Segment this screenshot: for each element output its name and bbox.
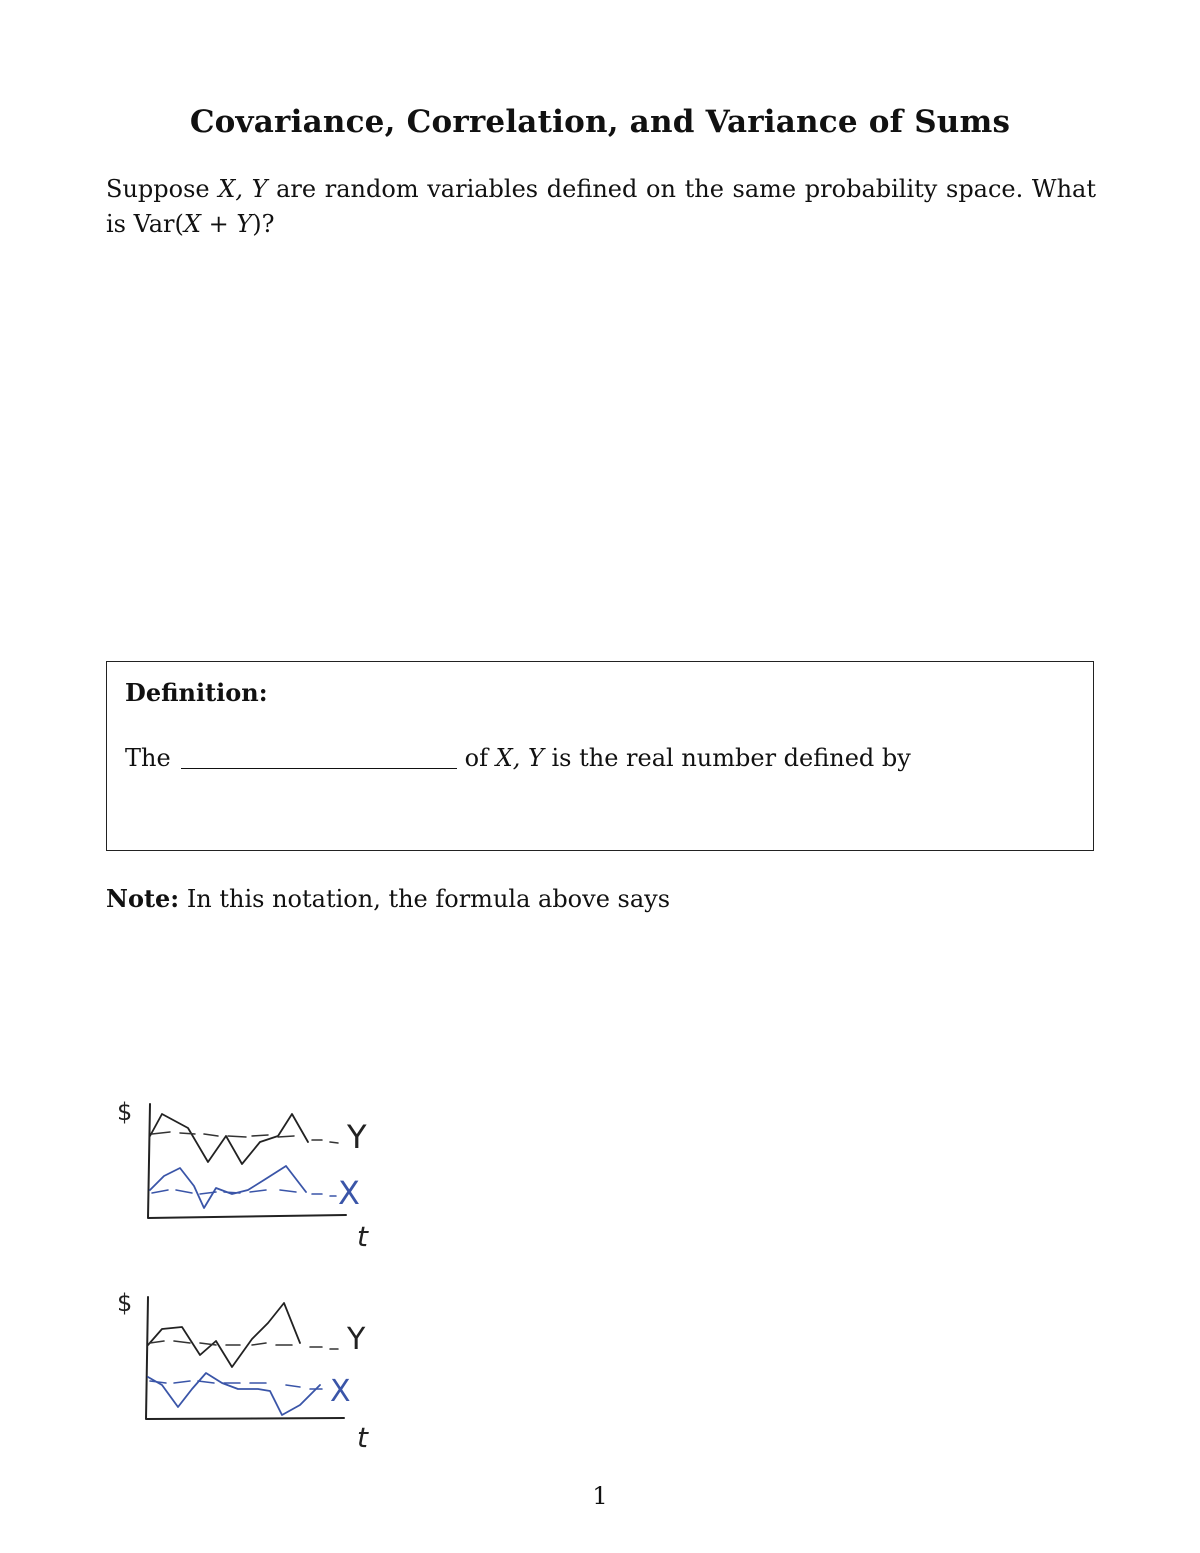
definition-prefix: The xyxy=(125,744,171,772)
sketch2-y-axis-label: $ xyxy=(117,1289,133,1317)
intro-text-1: Suppose xyxy=(106,175,219,203)
x-series-line xyxy=(150,1166,306,1208)
intro-math-x: X xyxy=(183,210,201,238)
x-series-line xyxy=(148,1373,320,1415)
sketch2-upper-series-label: Y xyxy=(347,1322,366,1357)
definition-suffix: is the real number defined by xyxy=(551,744,911,772)
definition-blank xyxy=(181,746,457,769)
sketch2-x-axis-label: t xyxy=(357,1421,368,1454)
sketch-axes xyxy=(146,1297,344,1419)
definition-mid: of xyxy=(464,744,489,772)
note-label: Note: xyxy=(106,884,180,913)
definition-sentence xyxy=(125,744,911,772)
intro-paragraph xyxy=(106,172,1096,242)
y-series-line xyxy=(148,1303,300,1367)
page-title: Covariance, Correlation, and Variance of Sums xyxy=(189,104,1011,140)
intro-text-4: )? xyxy=(252,210,275,238)
definition-box xyxy=(106,661,1094,851)
sketch-axes xyxy=(148,1104,346,1218)
intro-text-2: are random variables defined on the same probability space. What is Var( xyxy=(106,175,1096,238)
intro-math-y: Y xyxy=(236,210,253,238)
sketch2-lower-series-label: X xyxy=(330,1374,351,1409)
y-mean-dashes xyxy=(150,1341,338,1349)
intro-math-xy: X, Y xyxy=(218,175,268,203)
y-mean-dashes xyxy=(152,1132,338,1143)
sketch1-x-axis-label: t xyxy=(357,1220,368,1253)
intro-text-3: + xyxy=(201,210,237,238)
sketch1-lower-series-label: X xyxy=(338,1174,360,1212)
y-series-line xyxy=(150,1114,308,1164)
note-text: In this notation, the formula above says xyxy=(186,885,671,913)
sketch-negative-covariance xyxy=(100,1285,400,1455)
definition-heading: Definition: xyxy=(125,678,268,707)
definition-vars: X, Y xyxy=(495,744,544,772)
page-number: 1 xyxy=(592,1482,608,1510)
sketch1-upper-series-label: Y xyxy=(347,1118,367,1156)
note-line xyxy=(106,884,670,913)
sketch1-y-axis-label: $ xyxy=(117,1098,133,1126)
sketch-positive-covariance xyxy=(100,1090,400,1255)
